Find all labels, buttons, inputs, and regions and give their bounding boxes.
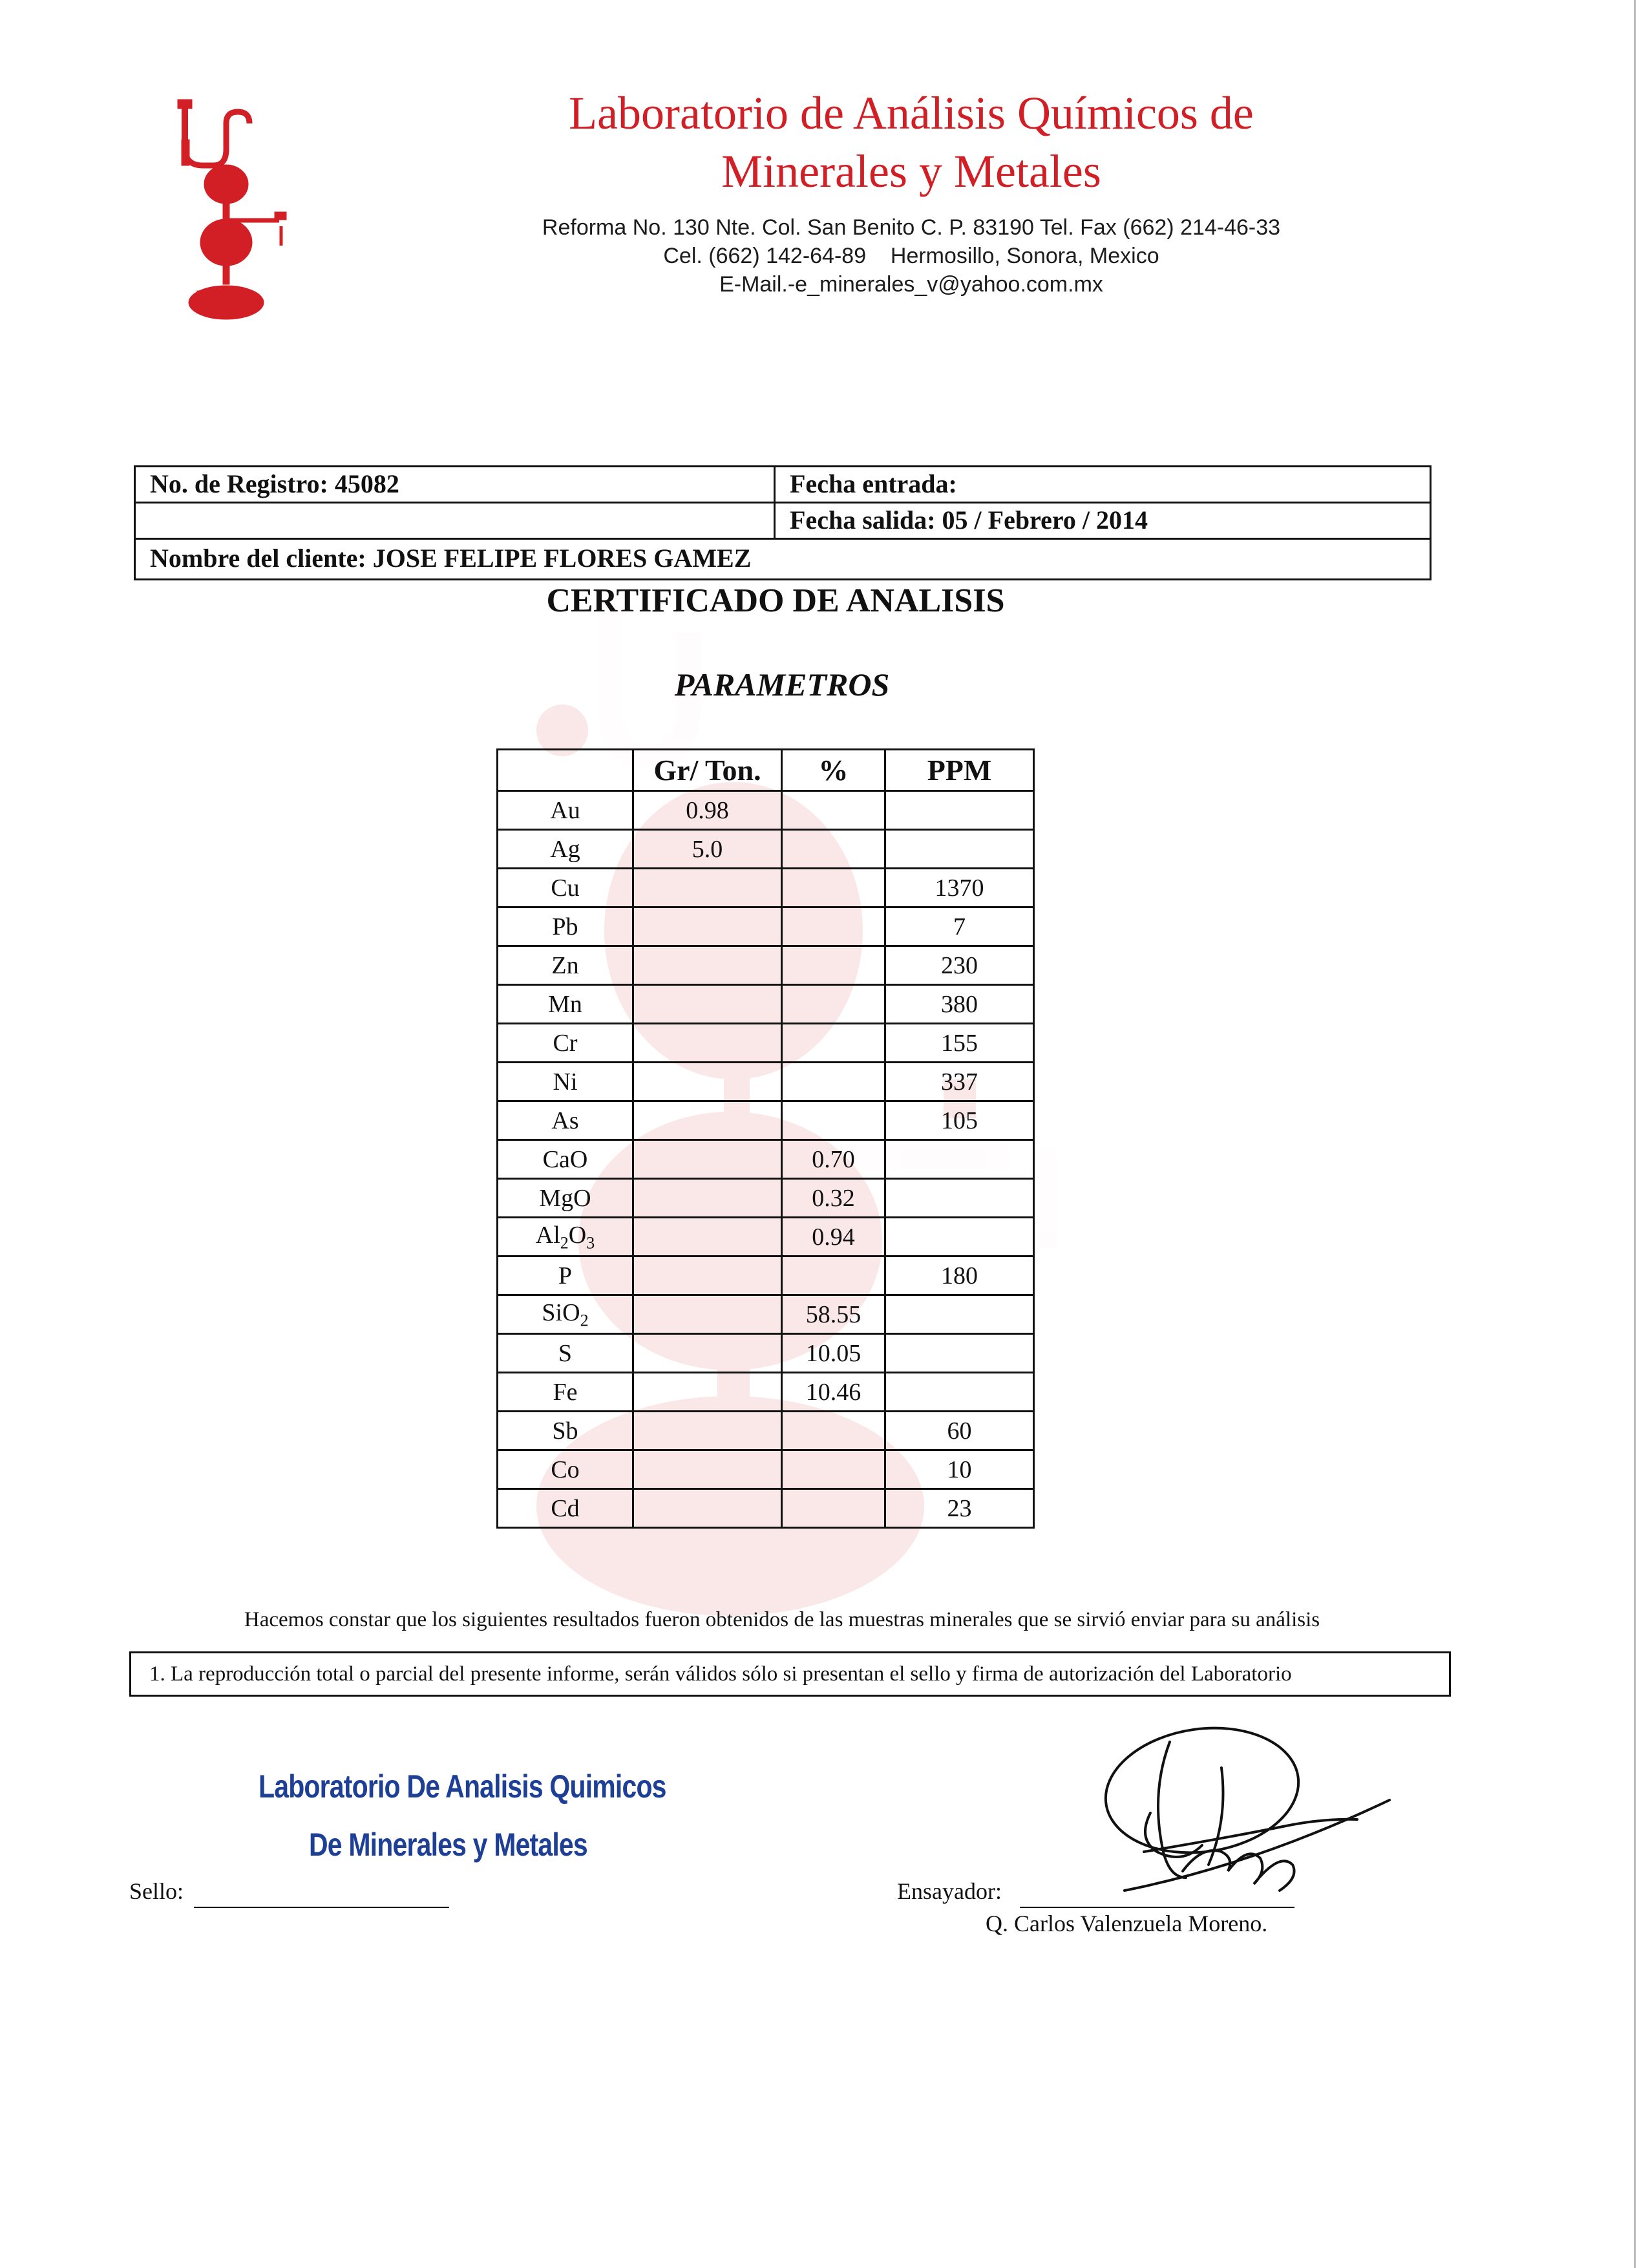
element-symbol: S [498,1334,633,1373]
table-row [498,985,1034,1024]
gr-ton-value [633,869,782,907]
results-header-row [498,750,1034,791]
gr-ton-value [633,1101,782,1140]
table-row [498,946,1034,985]
lab-address [362,213,1461,299]
address-email: E-Mail.-e_minerales_v@yahoo.com.mx [719,272,1103,297]
gr-ton-value [633,946,782,985]
element-symbol: Sb [498,1412,633,1450]
sello-label: Sello: [129,1878,184,1904]
gr-ton-value [633,1412,782,1450]
percent-value: 0.70 [782,1140,885,1179]
lab-name-line1: Laboratorio de Análisis Químicos de [569,87,1254,139]
percent-value [782,1489,885,1528]
percent-value [782,1450,885,1489]
table-row [498,907,1034,946]
ppm-value [885,1373,1034,1412]
registration-box [134,465,1431,580]
percent-value [782,1024,885,1063]
element-symbol: Ag [498,830,633,869]
table-row [498,1101,1034,1140]
gr-ton-value: 0.98 [633,791,782,830]
gr-ton-value [633,1295,782,1334]
percent-value [782,830,885,869]
percent-value: 0.32 [782,1179,885,1218]
percent-value [782,907,885,946]
element-symbol: P [498,1256,633,1295]
gr-ton-value [633,985,782,1024]
table-row [498,1063,1034,1101]
gr-ton-value [633,1218,782,1256]
ppm-value [885,791,1034,830]
percent-value [782,869,885,907]
fecha-entrada: Fecha entrada: [790,469,957,498]
element-symbol: Mn [498,985,633,1024]
ppm-value: 155 [885,1024,1034,1063]
percent-value [782,1256,885,1295]
results-table [496,748,1035,1529]
results-body [498,791,1034,1528]
client-name: Nombre del cliente: JOSE FELIPE FLORES GAMEZ [150,544,752,573]
ppm-value [885,1218,1034,1256]
parameters-title: PARAMETROS [674,666,890,703]
table-row [498,1024,1034,1063]
gr-ton-value [633,1063,782,1101]
percent-value: 10.05 [782,1334,885,1373]
sello-signature-line [194,1907,449,1908]
address-line2: Cel. (662) 142-64-89 Hermosillo, Sonora, Mexico [663,244,1159,268]
gr-ton-value [633,1140,782,1179]
table-row [498,1489,1034,1528]
gr-ton-value: 5.0 [633,830,782,869]
lab-stamp-line2: De Minerales y Metales [309,1827,587,1863]
gr-ton-value [633,1024,782,1063]
table-row [498,1412,1034,1450]
gr-ton-value [633,907,782,946]
element-symbol: Cr [498,1024,633,1063]
percent-value: 58.55 [782,1295,885,1334]
scan-edge [1634,0,1636,2268]
ppm-value [885,1334,1034,1373]
element-symbol: $Al_2O_3$ [498,1218,633,1256]
registration-empty-cell [136,503,776,538]
element-symbol: MgO [498,1179,633,1218]
lab-stamp-line1: Laboratorio De Analisis Quimicos [259,1768,666,1805]
table-row [498,1295,1034,1334]
gr-ton-value [633,1334,782,1373]
header-gr-ton: Gr/ Ton. [633,750,782,791]
handwritten-signature [1086,1722,1396,1916]
element-symbol: Cu [498,869,633,907]
element-symbol: Au [498,791,633,830]
percent-value: 10.46 [782,1373,885,1412]
element-symbol: Pb [498,907,633,946]
lab-name [362,84,1461,200]
ppm-value [885,1295,1034,1334]
header-element [498,750,633,791]
element-symbol: As [498,1101,633,1140]
element-symbol: Cd [498,1489,633,1528]
table-row [498,830,1034,869]
table-row [498,1256,1034,1295]
reproduction-note: 1. La reproducción total o parcial del presente informe, serán válidos sólo si presentan el sello y firma de autorización del Laboratorio [129,1651,1451,1697]
table-row [498,1450,1034,1489]
ppm-value: 230 [885,946,1034,985]
element-symbol: Co [498,1450,633,1489]
table-row [498,1334,1034,1373]
gr-ton-value [633,1179,782,1218]
lab-logo-icon [171,97,301,336]
table-row [498,1218,1034,1256]
results-statement: Hacemos constar que los siguientes resultados fueron obtenidos de las muestras minerales que se sirvió enviar para su análisis [244,1608,1320,1631]
ppm-value: 60 [885,1412,1034,1450]
element-symbol: Fe [498,1373,633,1412]
header-ppm: PPM [885,750,1034,791]
gr-ton-value [633,1489,782,1528]
lab-name-line2: Minerales y Metales [721,145,1101,197]
percent-value [782,1063,885,1101]
ppm-value: 1370 [885,869,1034,907]
table-row [498,869,1034,907]
ppm-value: 105 [885,1101,1034,1140]
registration-row-2 [136,503,1430,540]
registro-number: No. de Registro: 45082 [136,467,776,502]
address-line1: Reforma No. 130 Nte. Col. San Benito C. P. 83190 Tel. Fax (662) 214-46-33 [542,215,1281,240]
ppm-value: 337 [885,1063,1034,1101]
ppm-value [885,830,1034,869]
table-row [498,791,1034,830]
fecha-salida: Fecha salida: 05 / Febrero / 2014 [790,505,1148,535]
percent-value [782,946,885,985]
ppm-value: 23 [885,1489,1034,1528]
ensayador-label: Ensayador: [897,1878,1002,1904]
percent-value: 0.94 [782,1218,885,1256]
ppm-value: 380 [885,985,1034,1024]
gr-ton-value [633,1373,782,1412]
ppm-value [885,1179,1034,1218]
table-row [498,1373,1034,1412]
percent-value [782,1412,885,1450]
certificate-title: CERTIFICADO DE ANALISIS [546,582,1005,619]
registration-row-1 [136,467,1430,503]
percent-value [782,985,885,1024]
element-symbol: Zn [498,946,633,985]
table-row [498,1140,1034,1179]
percent-value [782,1101,885,1140]
gr-ton-value [633,1450,782,1489]
ppm-value: 7 [885,907,1034,946]
element-symbol: SiO$_2$ [498,1295,633,1334]
registration-row-3 [136,540,1430,578]
ensayador-name: Q. Carlos Valenzuela Moreno. [986,1911,1268,1936]
header-percent: % [782,750,885,791]
element-symbol: Ni [498,1063,633,1101]
gr-ton-value [633,1256,782,1295]
ppm-value: 180 [885,1256,1034,1295]
percent-value [782,791,885,830]
element-symbol: CaO [498,1140,633,1179]
ppm-value: 10 [885,1450,1034,1489]
ppm-value [885,1140,1034,1179]
table-row [498,1179,1034,1218]
